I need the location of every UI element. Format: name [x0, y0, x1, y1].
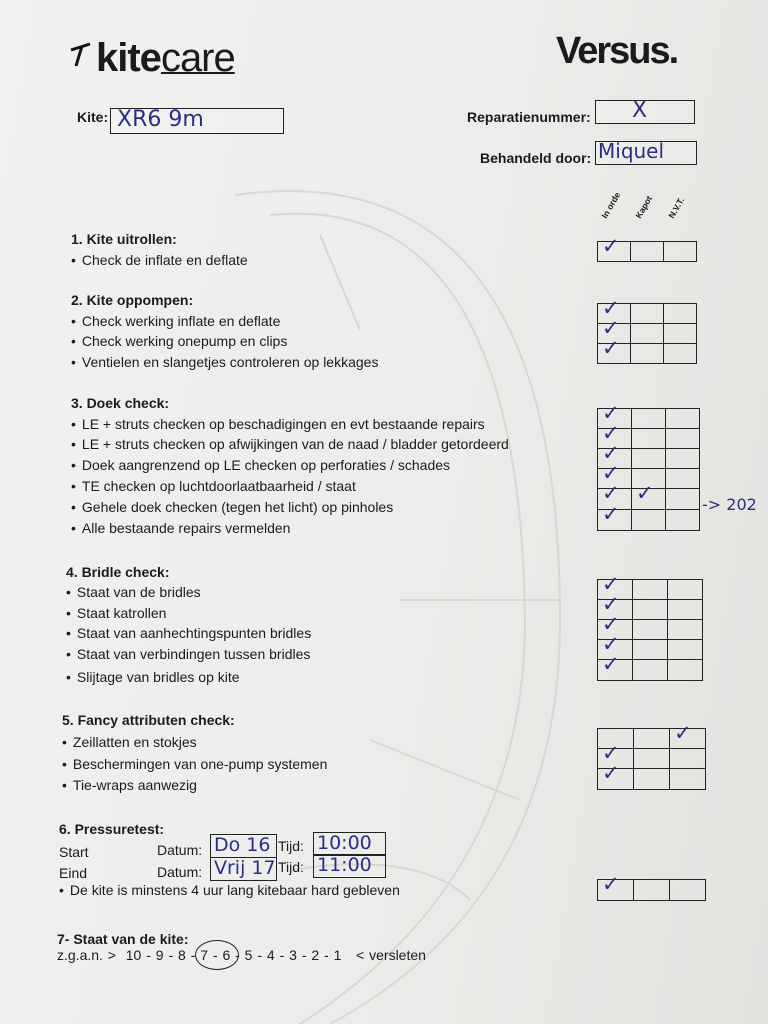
checkmark-icon: ✓ — [602, 442, 620, 465]
end-date-field[interactable]: Vrij 17 — [210, 857, 277, 881]
end-date-label: Datum: — [157, 864, 203, 880]
versus-logo: Versus. — [556, 30, 678, 72]
selected-condition-circle[interactable] — [195, 940, 239, 970]
section-3-cell-6-2[interactable] — [632, 510, 666, 531]
section-5-item-3: • Tie-wraps aanwezig — [62, 777, 197, 793]
checkmark-icon: ✓ — [602, 742, 620, 765]
section-4-cell-1-3[interactable] — [668, 580, 703, 600]
repair-number-label: Reparatienummer: — [467, 109, 591, 125]
checkmark-icon: ✓ — [636, 482, 654, 505]
column-header-in-orde: In orde — [599, 190, 623, 220]
section-4-cell-3-3[interactable] — [668, 620, 703, 640]
section-3-cell-4-3[interactable] — [666, 469, 700, 489]
section-6-cell-1-3[interactable] — [670, 880, 706, 901]
checkmark-icon: ✓ — [674, 722, 692, 745]
section-4-item-1: • Staat van de bridles — [66, 584, 201, 600]
section-4-cell-3-2[interactable] — [633, 620, 668, 640]
handled-by-value: Miquel — [598, 139, 665, 163]
section-4-check-grid — [597, 573, 703, 681]
column-header-kapot: Kapot — [633, 194, 655, 220]
section-4-cell-2-3[interactable] — [668, 600, 703, 620]
logo-kite-text: kite — [96, 36, 161, 80]
section-2-check-grid — [597, 297, 697, 364]
section-3-item-6: • Alle bestaande repairs vermelden — [71, 520, 290, 536]
section-4-item-3: • Staat van aanhechtingspunten bridles — [66, 625, 311, 641]
section-3-item-2: • LE + struts checken op afwijkingen van de naad / bladder getordeerd — [71, 436, 509, 452]
section-5-cell-2-2[interactable] — [634, 749, 670, 769]
section-3-item-5: • Gehele doek checken (tegen het licht) op pinholes — [71, 499, 393, 515]
kite-pin-icon — [68, 40, 94, 70]
section-2-item-3: • Ventielen en slangetjes controleren op lekkages — [71, 354, 378, 370]
section-1-item-1: • Check de inflate en deflate — [71, 252, 248, 268]
section-3-item-4: • TE checken op luchtdoorlaatbaarheid / staat — [71, 478, 356, 494]
section-6-check-grid — [597, 873, 706, 901]
handwritten-note: -> 202 — [702, 495, 757, 514]
repair-number-value: X — [632, 98, 648, 123]
checkmark-icon: ✓ — [602, 593, 620, 616]
section-4-cell-4-2[interactable] — [633, 640, 668, 660]
section-1-check-grid — [597, 235, 697, 262]
kite-label: Kite: — [77, 109, 109, 125]
checkmark-icon: ✓ — [602, 613, 620, 636]
section-5-cell-3-2[interactable] — [634, 769, 670, 790]
checkmark-icon: ✓ — [602, 422, 620, 445]
repair-number-field[interactable] — [595, 100, 695, 124]
kitecare-logo — [72, 36, 235, 81]
section-4-item-4: • Staat van verbindingen tussen bridles — [66, 646, 310, 662]
section-2-cell-3-1[interactable] — [598, 337, 631, 364]
section-1-cell-1-2[interactable] — [631, 242, 664, 262]
checkmark-icon: ✓ — [602, 462, 620, 485]
section-2-cell-3-2[interactable] — [631, 344, 664, 364]
section-3-cell-5-2[interactable] — [632, 482, 666, 510]
checkmark-icon: ✓ — [602, 317, 620, 340]
start-date-label: Datum: — [157, 842, 203, 858]
checkmark-icon: ✓ — [602, 503, 620, 526]
section-5-cell-3-1[interactable] — [598, 762, 634, 790]
checkmark-icon: ✓ — [602, 235, 620, 258]
checkmark-icon: ✓ — [602, 297, 620, 320]
end-time-field[interactable]: 11:00 — [313, 854, 386, 878]
section-5-item-1: • Zeillatten en stokjes — [62, 734, 197, 750]
section-3-cell-3-3[interactable] — [666, 449, 700, 469]
section-7-title: 7- Staat van de kite: — [57, 931, 189, 947]
section-3-cell-6-3[interactable] — [666, 510, 700, 531]
section-2-cell-1-2[interactable] — [631, 304, 664, 324]
section-5-cell-1-2[interactable] — [634, 729, 670, 749]
section-3-item-1: • LE + struts checken op beschadigingen en evt bestaande repairs — [71, 416, 485, 432]
column-header-nvt: N.V.T. — [666, 195, 687, 220]
section-5-item-2: • Beschermingen van one-pump systemen — [62, 756, 327, 772]
checkmark-icon: ✓ — [602, 402, 620, 425]
section-3-cell-2-3[interactable] — [666, 429, 700, 449]
section-2-title: 2. Kite oppompen: — [71, 292, 194, 308]
handled-by-label: Behandeld door: — [480, 150, 592, 166]
section-2-cell-1-3[interactable] — [664, 304, 697, 324]
section-4-cell-2-2[interactable] — [633, 600, 668, 620]
start-date-field[interactable]: Do 16 — [210, 834, 277, 858]
section-2-item-1: • Check werking inflate en deflate — [71, 313, 280, 329]
section-6-cell-1-1[interactable] — [598, 873, 634, 901]
section-3-cell-6-1[interactable] — [598, 503, 632, 531]
section-3-cell-1-3[interactable] — [666, 409, 700, 429]
section-5-cell-1-3[interactable] — [670, 722, 706, 749]
section-6-cell-1-2[interactable] — [634, 880, 670, 901]
section-4-title: 4. Bridle check: — [66, 564, 170, 580]
section-3-cell-2-2[interactable] — [632, 429, 666, 449]
checkmark-icon: ✓ — [602, 873, 620, 896]
kite-field[interactable] — [110, 108, 284, 134]
section-3-cell-3-2[interactable] — [632, 449, 666, 469]
section-1-title: 1. Kite uitrollen: — [71, 231, 177, 247]
checkmark-icon: ✓ — [602, 337, 620, 360]
checkmark-icon: ✓ — [602, 482, 620, 505]
checkmark-icon: ✓ — [602, 633, 620, 656]
section-5-title: 5. Fancy attributen check: — [62, 712, 235, 728]
condition-scale: z.g.a.n. > 10 - 9 - 8 - 7 - 6 - 5 - 4 - 3 - 2 - 1 < versleten — [57, 947, 426, 963]
start-time-label: Tijd: — [278, 838, 304, 854]
start-label: Start — [59, 844, 89, 860]
section-5-cell-2-3[interactable] — [670, 749, 706, 769]
section-4-cell-4-3[interactable] — [668, 640, 703, 660]
kite-field-value: XR6 9m — [117, 107, 204, 132]
section-1-cell-1-1[interactable] — [598, 235, 631, 262]
section-4-cell-5-3[interactable] — [668, 660, 703, 681]
section-4-cell-5-2[interactable] — [633, 660, 668, 681]
end-time-label: Tijd: — [278, 859, 304, 875]
section-3-cell-5-3[interactable] — [666, 489, 700, 510]
section-2-cell-2-2[interactable] — [631, 324, 664, 344]
logo-care-text: care — [160, 36, 235, 80]
section-5-check-grid — [597, 722, 706, 790]
section-6-title: 6. Pressuretest: — [59, 821, 165, 837]
section-1-cell-1-3[interactable] — [664, 242, 697, 262]
section-2-cell-2-3[interactable] — [664, 324, 697, 344]
handled-by-field[interactable] — [595, 141, 697, 165]
section-4-item-5: • Slijtage van bridles op kite — [66, 669, 240, 685]
section-3-title: 3. Doek check: — [71, 395, 170, 411]
section-5-cell-3-3[interactable] — [670, 769, 706, 790]
checkmark-icon: ✓ — [602, 653, 620, 676]
section-2-cell-3-3[interactable] — [664, 344, 697, 364]
section-3-check-grid — [597, 402, 700, 531]
section-4-cell-1-2[interactable] — [633, 580, 668, 600]
section-4-cell-5-1[interactable] — [598, 653, 633, 681]
section-4-item-2: • Staat katrollen — [66, 605, 166, 621]
section-3-cell-1-2[interactable] — [632, 409, 666, 429]
section-2-item-2: • Check werking onepump en clips — [71, 333, 287, 349]
section-3-item-3: • Doek aangrenzend op LE checken op perforaties / schades — [71, 457, 450, 473]
start-time-field[interactable]: 10:00 — [313, 832, 386, 856]
section-6-item-1: • De kite is minstens 4 uur lang kitebaar hard gebleven — [59, 882, 400, 898]
checkmark-icon: ✓ — [602, 573, 620, 596]
checkmark-icon: ✓ — [602, 762, 620, 785]
end-label: Eind — [59, 865, 88, 881]
